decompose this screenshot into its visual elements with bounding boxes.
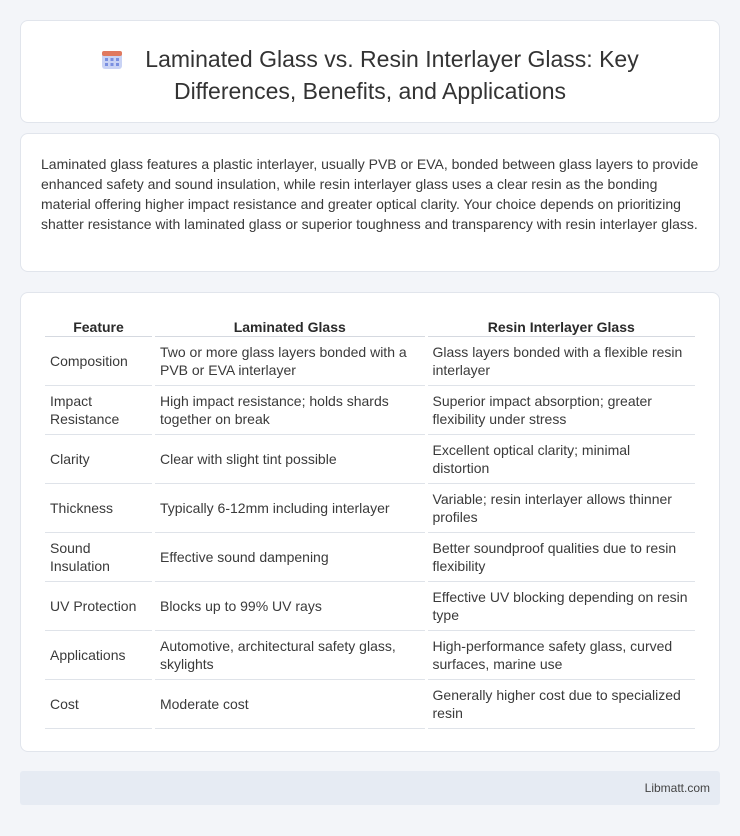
feature-cell: Thickness: [45, 484, 152, 533]
title-card: [20, 20, 720, 123]
comparison-table: [42, 317, 698, 729]
footer: [20, 771, 720, 805]
table-header-row: [45, 317, 695, 337]
table-row: [45, 337, 695, 386]
resin-cell: Superior impact absorption; greater flexibility under stress: [428, 386, 695, 435]
feature-cell: Composition: [45, 337, 152, 386]
table-row: [45, 631, 695, 680]
intro-card: [20, 133, 720, 272]
feature-cell: Cost: [45, 680, 152, 729]
intro-text: Laminated glass features a plastic interlayer, usually PVB or EVA, bonded between glass layers to provide enhanced safety and sound insulation, while resin interlayer glass uses a clear resin as the bonding material offering higher impact resistance and greater optical clarity. Your choice depends on prioritizing shatter resistance with laminated glass or superior toughness and transparency with resin interlayer glass.: [41, 156, 699, 232]
laminated-cell: Automotive, architectural safety glass, skylights: [155, 631, 425, 680]
feature-cell: Impact Resistance: [45, 386, 152, 435]
laminated-cell: Two or more glass layers bonded with a PVB or EVA interlayer: [155, 337, 425, 386]
table-row: [45, 582, 695, 631]
table-row: [45, 386, 695, 435]
header-feature: Feature: [45, 317, 152, 337]
comparison-card: [20, 292, 720, 752]
feature-cell: UV Protection: [45, 582, 152, 631]
laminated-cell: Typically 6-12mm including interlayer: [155, 484, 425, 533]
resin-cell: Variable; resin interlayer allows thinner profiles: [428, 484, 695, 533]
feature-cell: Applications: [45, 631, 152, 680]
resin-cell: Glass layers bonded with a flexible resin interlayer: [428, 337, 695, 386]
feature-cell: Sound Insulation: [45, 533, 152, 582]
table-row: [45, 484, 695, 533]
table-row: [45, 533, 695, 582]
laminated-cell: Moderate cost: [155, 680, 425, 729]
resin-cell: Excellent optical clarity; minimal distortion: [428, 435, 695, 484]
feature-cell: Clarity: [45, 435, 152, 484]
resin-cell: High-performance safety glass, curved surfaces, marine use: [428, 631, 695, 680]
header-laminated: Laminated Glass: [155, 317, 425, 337]
laminated-cell: High impact resistance; holds shards together on break: [155, 386, 425, 435]
table-row: [45, 680, 695, 729]
resin-cell: Generally higher cost due to specialized resin: [428, 680, 695, 729]
page-title-block: [61, 45, 679, 106]
table-row: [45, 435, 695, 484]
footer-brand[interactable]: Libmatt.com: [644, 781, 710, 795]
calendar-icon: [101, 48, 123, 77]
resin-cell: Better soundproof qualities due to resin flexibility: [428, 533, 695, 582]
header-resin: Resin Interlayer Glass: [428, 317, 695, 337]
laminated-cell: Blocks up to 99% UV rays: [155, 582, 425, 631]
page-title: Laminated Glass vs. Resin Interlayer Glass: Key Differences, Benefits, and Applications: [145, 46, 639, 104]
laminated-cell: Clear with slight tint possible: [155, 435, 425, 484]
laminated-cell: Effective sound dampening: [155, 533, 425, 582]
resin-cell: Effective UV blocking depending on resin type: [428, 582, 695, 631]
